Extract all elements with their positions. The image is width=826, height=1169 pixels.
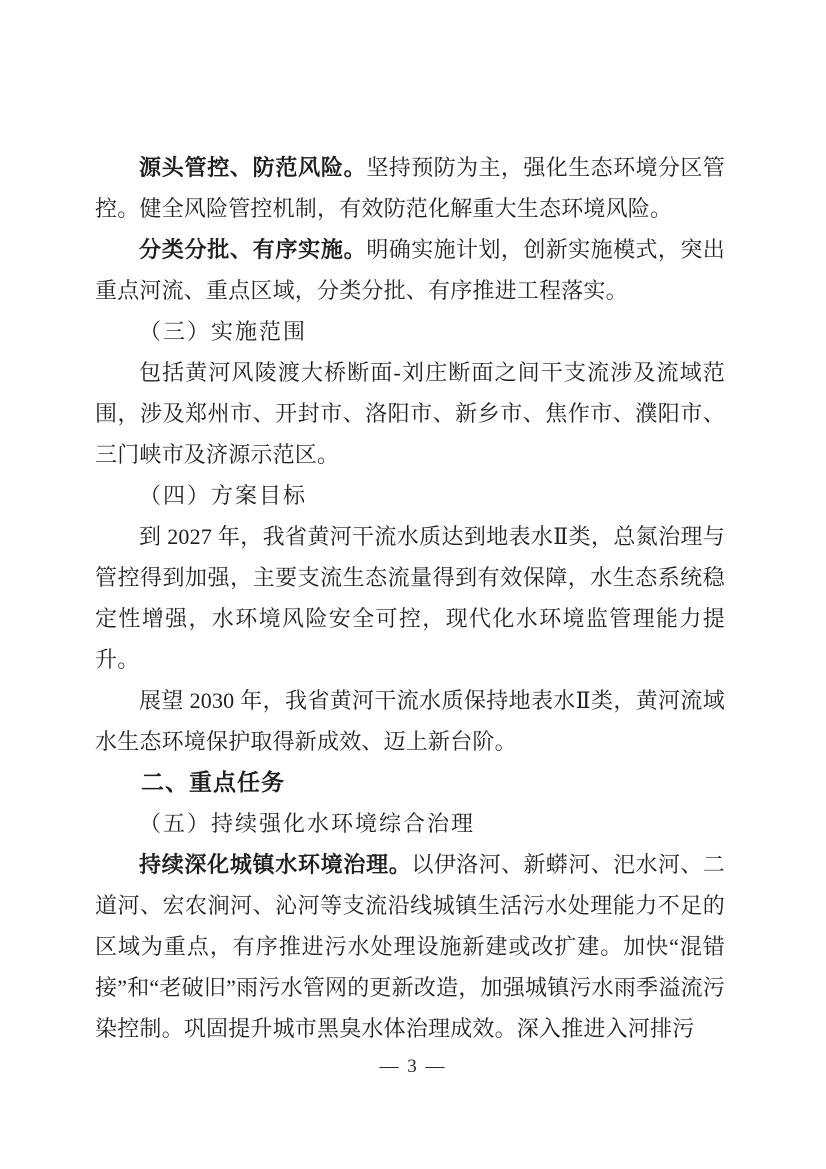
section-heading-key-tasks: 二、重点任务 bbox=[141, 769, 285, 795]
paragraph bbox=[95, 229, 725, 311]
paragraph-text: 明确实施计划，创新实施模式，突出重点河流、重点区域，分类分批、有序推进工程落实。 bbox=[95, 237, 725, 303]
sub-heading-water-environment-governance: （五）持续强化水环境综合治理 bbox=[139, 811, 476, 836]
document-body bbox=[95, 147, 725, 1049]
sub-heading-plan-goals: （四）方案目标 bbox=[139, 483, 308, 508]
paragraph-lead: 分类分批、有序实施。 bbox=[139, 237, 367, 262]
paragraph-text: 以伊洛河、新蟒河、汜水河、二道河、宏农涧河、沁河等支流沿线城镇生活污水处理能力不足的区域为重点，有序推进污水处理设施新建或改扩建。加快“混错接”和“老破旧”雨污水管网的更新改造，加强城镇污水雨季溢流污染控制。巩固提升城市黑臭水体治理成效。深入推进入河排污 bbox=[95, 852, 725, 1041]
page-number: — 3 — bbox=[379, 1056, 447, 1077]
paragraph: 展望 2030 年，我省黄河干流水质保持地表水Ⅱ类，黄河流域水生态环境保护取得新成效、迈上新台阶。 bbox=[95, 688, 725, 754]
paragraph-lead: 持续深化城镇水环境治理。 bbox=[139, 852, 412, 877]
paragraph-text: 坚持预防为主，强化生态环境分区管控。健全风险管控机制，有效防范化解重大生态环境风险。 bbox=[95, 155, 725, 221]
paragraph: 包括黄河风陵渡大桥断面-刘庄断面之间干支流涉及流域范围，涉及郑州市、开封市、洛阳市、新乡市、焦作市、濮阳市、三门峡市及济源示范区。 bbox=[95, 360, 725, 467]
paragraph bbox=[95, 147, 725, 229]
sub-heading-implementation-scope: （三）实施范围 bbox=[139, 319, 308, 344]
paragraph bbox=[95, 844, 725, 1049]
paragraph-lead: 源头管控、防范风险。 bbox=[139, 155, 367, 180]
paragraph: 到 2027 年，我省黄河干流水质达到地表水Ⅱ类，总氮治理与管控得到加强，主要支流生态流量得到有效保障，水生态系统稳定性增强，水环境风险安全可控，现代化水环境监管理能力提升。 bbox=[95, 524, 725, 672]
